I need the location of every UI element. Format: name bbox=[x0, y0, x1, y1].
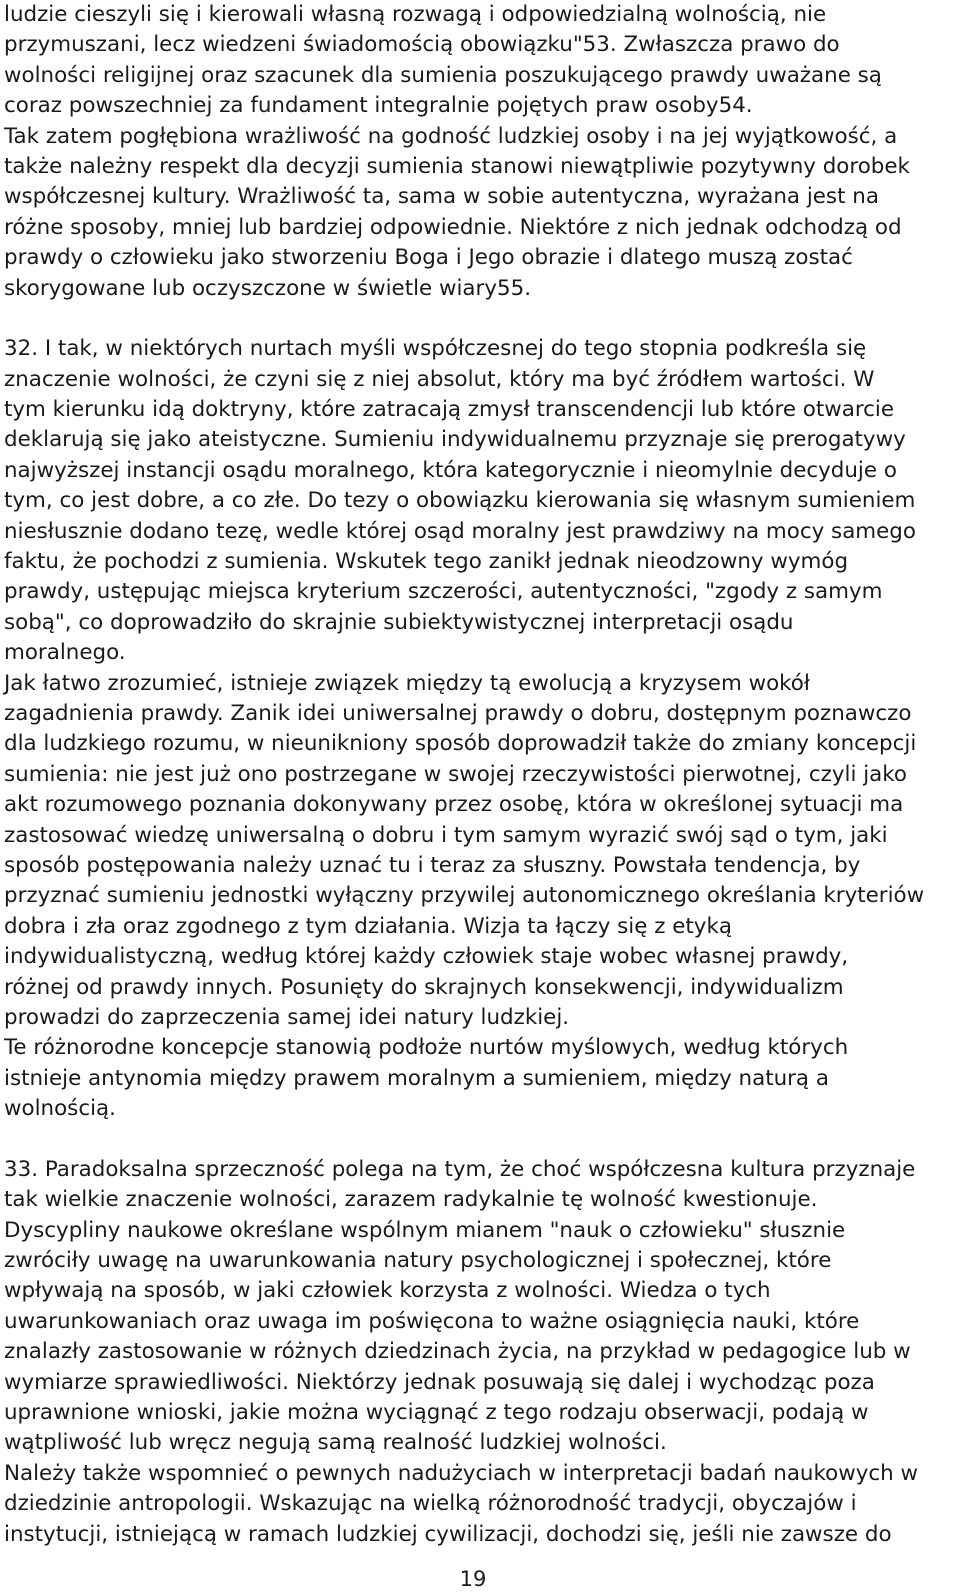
text-line: różne sposoby, mniej lub bardziej odpowiednie. Niektóre z nich jednak odchodzą od bbox=[4, 214, 902, 240]
text-line: prawdy, ustępując miejsca kryterium szczerości, autentyczności, "zgody z samym bbox=[4, 579, 883, 605]
text-line: znaczenie wolności, że czyni się z niej absolut, który ma być źródłem wartości. W bbox=[4, 366, 875, 392]
page-number: 19 bbox=[459, 1567, 487, 1591]
text-line: Należy także wspomnieć o pewnych nadużyciach w interpretacji badań naukowych w bbox=[4, 1460, 918, 1486]
text-line: zagadnienia prawdy. Zanik idei uniwersalnej prawdy o dobru, dostępnym poznawczo bbox=[4, 700, 912, 726]
text-line: wolnością. bbox=[4, 1096, 116, 1122]
text-line: różnej od prawdy innych. Posunięty do skrajnych konsekwencji, indywidualizm bbox=[4, 974, 844, 1000]
text-line: dla ludzkiego rozumu, w nieunikniony sposób doprowadził także do zmiany koncepcji bbox=[4, 731, 917, 757]
text-line: Tak zatem pogłębiona wrażliwość na godność ludzkiej osoby i na jej wyjątkowość, a bbox=[4, 123, 898, 149]
paragraph-gap bbox=[4, 1124, 950, 1154]
text-line: ludzie cieszyli się i kierowali własną rozwagą i odpowiedzialną wolnością, nie bbox=[4, 2, 827, 27]
text-line: akt rozumowego poznania dokonywany przez osobę, która w określonej sytuacji ma bbox=[4, 792, 904, 818]
text-line: sumienia: nie jest już ono postrzegane w swojej rzeczywistości pierwotnej, czyli jako bbox=[4, 761, 907, 787]
paragraph-block-32 bbox=[4, 334, 950, 1124]
text-line: wpływają na sposób, w jaki człowiek korzysta z wolności. Wiedza o tych bbox=[4, 1278, 771, 1304]
text-line: Te różnorodne koncepcje stanowią podłoże nurtów myślowych, według których bbox=[4, 1035, 849, 1061]
text-line: uprawnione wnioski, jakie można wyciągnąć z tego rodzaju obserwacji, podają w bbox=[4, 1399, 869, 1425]
text-line: coraz powszechniej za fundament integralnie pojętych praw osoby54. bbox=[4, 93, 753, 119]
text-line: tym kierunku idą doktryny, które zatracają zmysł transcendencji lub które otwarcie bbox=[4, 397, 895, 423]
text-line: deklarują się jako ateistyczne. Sumieniu indywidualnemu przyznaje się prerogatywy bbox=[4, 427, 906, 453]
paragraph-gap bbox=[4, 304, 950, 334]
text-line: wolności religijnej oraz szacunek dla sumienia poszukującego prawdy uważane są bbox=[4, 62, 882, 88]
text-line: 32. I tak, w niektórych nurtach myśli współczesnej do tego stopnia podkreśla się bbox=[4, 336, 867, 362]
text-line: tak wielkie znaczenie wolności, zarazem radykalnie tę wolność kwestionuje. bbox=[4, 1187, 818, 1213]
text-line: dobra i zła oraz zgodnego z tym działania. Wizja ta łączy się z etyką bbox=[4, 913, 732, 939]
text-line: faktu, że pochodzi z sumienia. Wskutek tego zanikł jednak nieodzowny wymóg bbox=[4, 549, 849, 575]
text-line: prawdy o człowieku jako stworzeniu Boga i Jego obrazie i dlatego muszą zostać bbox=[4, 245, 853, 271]
text-line: znalazły zastosowanie w różnych dziedzinach życia, na przykład w pedagogice lub w bbox=[4, 1339, 911, 1365]
text-line: moralnego. bbox=[4, 640, 126, 666]
text-line: współczesnej kultury. Wrażliwość ta, sama w sobie autentyczna, wyrażana jest na bbox=[4, 184, 879, 210]
text-line: tym, co jest dobre, a co złe. Do tezy o obowiązku kierowania się własnym sumieniem bbox=[4, 488, 916, 514]
text-line: przyznać sumieniu jednostki wyłączny przywilej autonomicznego określania kryteriów bbox=[4, 883, 925, 909]
text-line: wymiarze sprawiedliwości. Niektórzy jednak posuwają się dalej i wychodząc poza bbox=[4, 1369, 875, 1395]
text-line: Jak łatwo zrozumieć, istnieje związek między tą ewolucją a kryzysem wokół bbox=[4, 670, 810, 696]
text-line: sposób postępowania należy uznać tu i teraz za słuszny. Powstała tendencja, by bbox=[4, 852, 861, 878]
document-page bbox=[4, 0, 950, 1550]
text-line: 33. Paradoksalna sprzeczność polega na tym, że choć współczesna kultura przyznaje bbox=[4, 1156, 916, 1182]
text-line: skorygowane lub oczyszczone w świetle wiary55. bbox=[4, 275, 532, 301]
text-line: przymuszani, lecz wiedzeni świadomością obowiązku"53. Zwłaszcza prawo do bbox=[4, 32, 840, 58]
text-line: najwyższej instancji osądu moralnego, która kategorycznie i nieomylnie decyduje o bbox=[4, 457, 897, 483]
text-line: prowadzi do zaprzeczenia samej idei natury ludzkiej. bbox=[4, 1004, 570, 1030]
text-line: także należny respekt dla decyzji sumienia stanowi niewątpliwie pozytywny dorobek bbox=[4, 153, 910, 179]
text-line: istnieje antynomia między prawem moralnym a sumieniem, między naturą a bbox=[4, 1065, 829, 1091]
text-line: indywidualistyczną, według której każdy człowiek staje wobec własnej prawdy, bbox=[4, 944, 849, 970]
text-line: Dyscypliny naukowe określane wspólnym mianem "nauk o człowieku" słusznie bbox=[4, 1217, 846, 1243]
text-line: zastosować wiedzę uniwersalną o dobru i tym samym wyrazić swój sąd o tym, jaki bbox=[4, 822, 888, 848]
text-line: dziedzinie antropologii. Wskazując na wielką różnorodność tradycji, obyczajów i bbox=[4, 1491, 857, 1517]
text-line: wątpliwość lub wręcz negują samą realność ludzkiej wolności. bbox=[4, 1430, 667, 1456]
text-line: instytucji, istniejącą w ramach ludzkiej cywilizacji, dochodzi się, jeśli nie zawsze do bbox=[4, 1521, 892, 1547]
text-line: uwarunkowaniach oraz uwaga im poświęcona to ważne osiągnięcia nauki, które bbox=[4, 1308, 860, 1334]
text-line: niesłusznie dodano tezę, wedle której osąd moralny jest prawdziwy na mocy samego bbox=[4, 518, 916, 544]
text-line: zwróciły uwagę na uwarunkowania natury psychologicznej i społecznej, które bbox=[4, 1248, 832, 1274]
paragraph-block-1 bbox=[4, 0, 950, 304]
text-line: sobą", co doprowadziło do skrajnie subiektywistycznej interpretacji osądu bbox=[4, 609, 794, 635]
paragraph-block-33 bbox=[4, 1155, 950, 1550]
